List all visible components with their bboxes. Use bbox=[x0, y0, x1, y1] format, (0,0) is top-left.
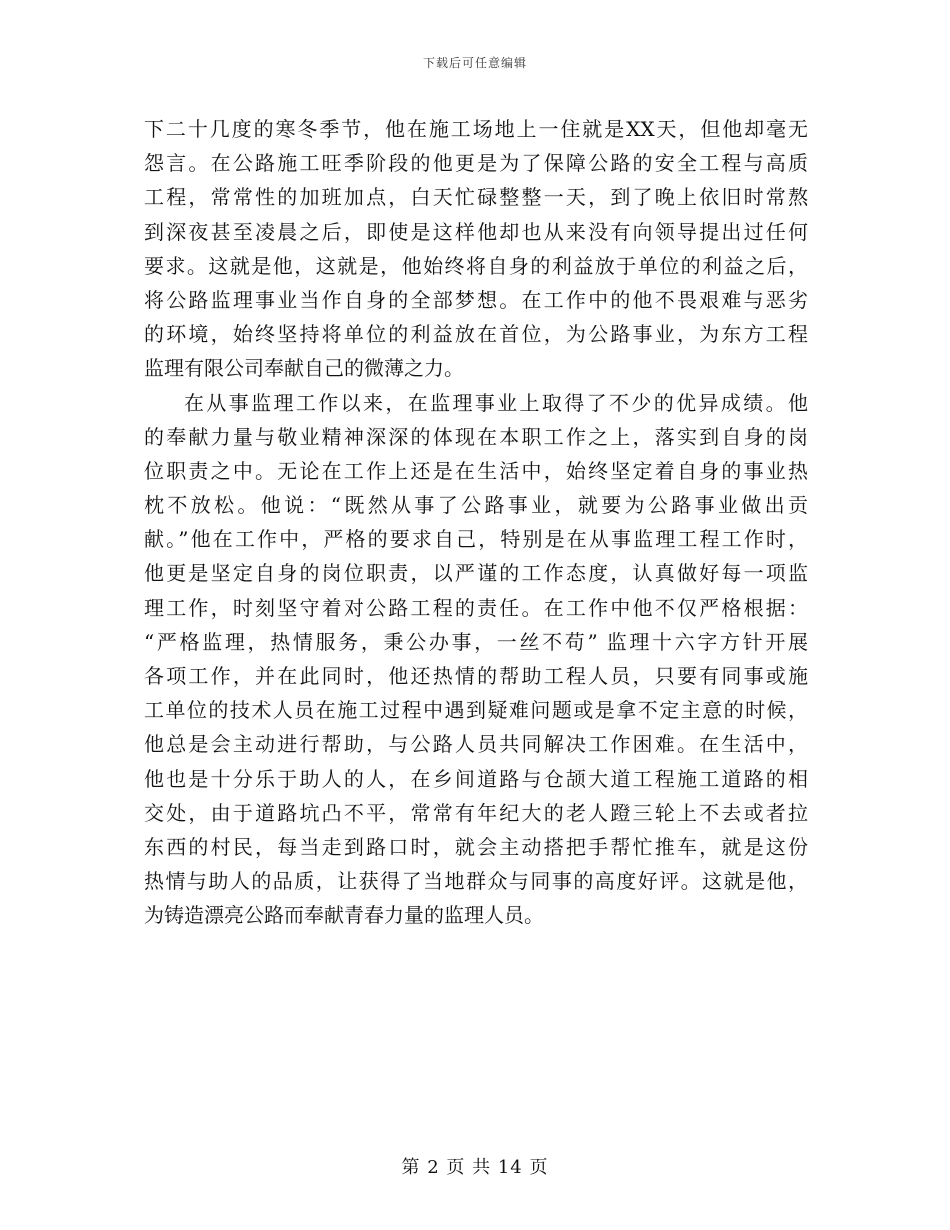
text-line: 理工作，时刻坚守着对公路工程的责任。在工作中他不仅严格根据： bbox=[144, 595, 808, 620]
text-line: 东西的村民，每当走到路口时，就会主动搭把手帮忙推车，就是这份 bbox=[144, 834, 808, 859]
text-line: 各项工作，并在此同时，他还热情的帮助工程人员，只要有同事或施 bbox=[144, 664, 808, 688]
text-line: 他总是会主动进行帮助，与公路人员共同解决工作困难。在生活中， bbox=[144, 732, 808, 757]
text-line: 工单位的技术人员在施工过程中遇到疑难问题或是拿不定主意的时候， bbox=[144, 698, 808, 723]
page-footer: 第 2 页 共 14 页 bbox=[401, 1157, 549, 1178]
text-line: 交处，由于道路坑凸不平，常常有年纪大的老人蹬三轮上不去或者拉 bbox=[144, 800, 808, 825]
text-line: 的环境，始终坚持将单位的利益放在首位，为公路事业，为东方工程 bbox=[144, 322, 808, 347]
text-line: 位职责之中。无论在工作上还是在生活中，始终坚定着自身的事业热 bbox=[144, 458, 808, 483]
text-line: 下二十几度的寒冬季节，他在施工场地上一住就是XX天，但他却毫无 bbox=[144, 117, 808, 141]
text-line: 他也是十分乐于助人的人，在乡间道路与仓颉大道工程施工道路的相 bbox=[144, 766, 808, 791]
text-line: 枕不放松。他说：“既然从事了公路事业，就要为公路事业做出贡 bbox=[144, 493, 808, 518]
text-line: 的奉献力量与敬业精神深深的体现在本职工作之上，落实到自身的岗 bbox=[144, 424, 808, 449]
text-line: 热情与助人的品质，让获得了当地群众与同事的高度好评。这就是他， bbox=[144, 869, 808, 894]
text-line: “严格监理，热情服务，秉公办事，一丝不苟” 监理十六字方针开展 bbox=[144, 629, 808, 654]
text-line: 献。”他在工作中，严格的要求自己，特别是在从事监理工程工作时， bbox=[144, 527, 808, 552]
text-line: 要求。这就是他，这就是，他始终将自身的利益放于单位的利益之后， bbox=[144, 253, 808, 278]
text-line: 监理有限公司奉献自己的微薄之力。 bbox=[144, 356, 464, 381]
text-line: 将公路监理事业当作自身的全部梦想。在工作中的他不畏艰难与恶劣 bbox=[144, 287, 808, 312]
text-line: 怨言。在公路施工旺季阶段的他更是为了保障公路的安全工程与高质 bbox=[144, 151, 808, 176]
text-line: 他更是坚定自身的岗位职责，以严谨的工作态度，认真做好每一项监 bbox=[144, 561, 808, 586]
paragraph bbox=[144, 386, 808, 933]
text-line: 为铸造漂亮公路而奉献青春力量的监理人员。 bbox=[144, 903, 544, 928]
text-line: 工程，常常性的加班加点，白天忙碌整整一天，到了晚上依旧时常熬 bbox=[144, 185, 808, 210]
body-text bbox=[144, 112, 808, 933]
page-header: 下载后可任意编辑 bbox=[422, 56, 527, 70]
paragraph bbox=[144, 112, 808, 386]
text-line: 到深夜甚至凌晨之后，即使是这样他却也从来没有向领导提出过任何 bbox=[144, 219, 808, 244]
text-line: 在从事监理工作以来，在监理事业上取得了不少的优异成绩。他 bbox=[184, 390, 808, 415]
